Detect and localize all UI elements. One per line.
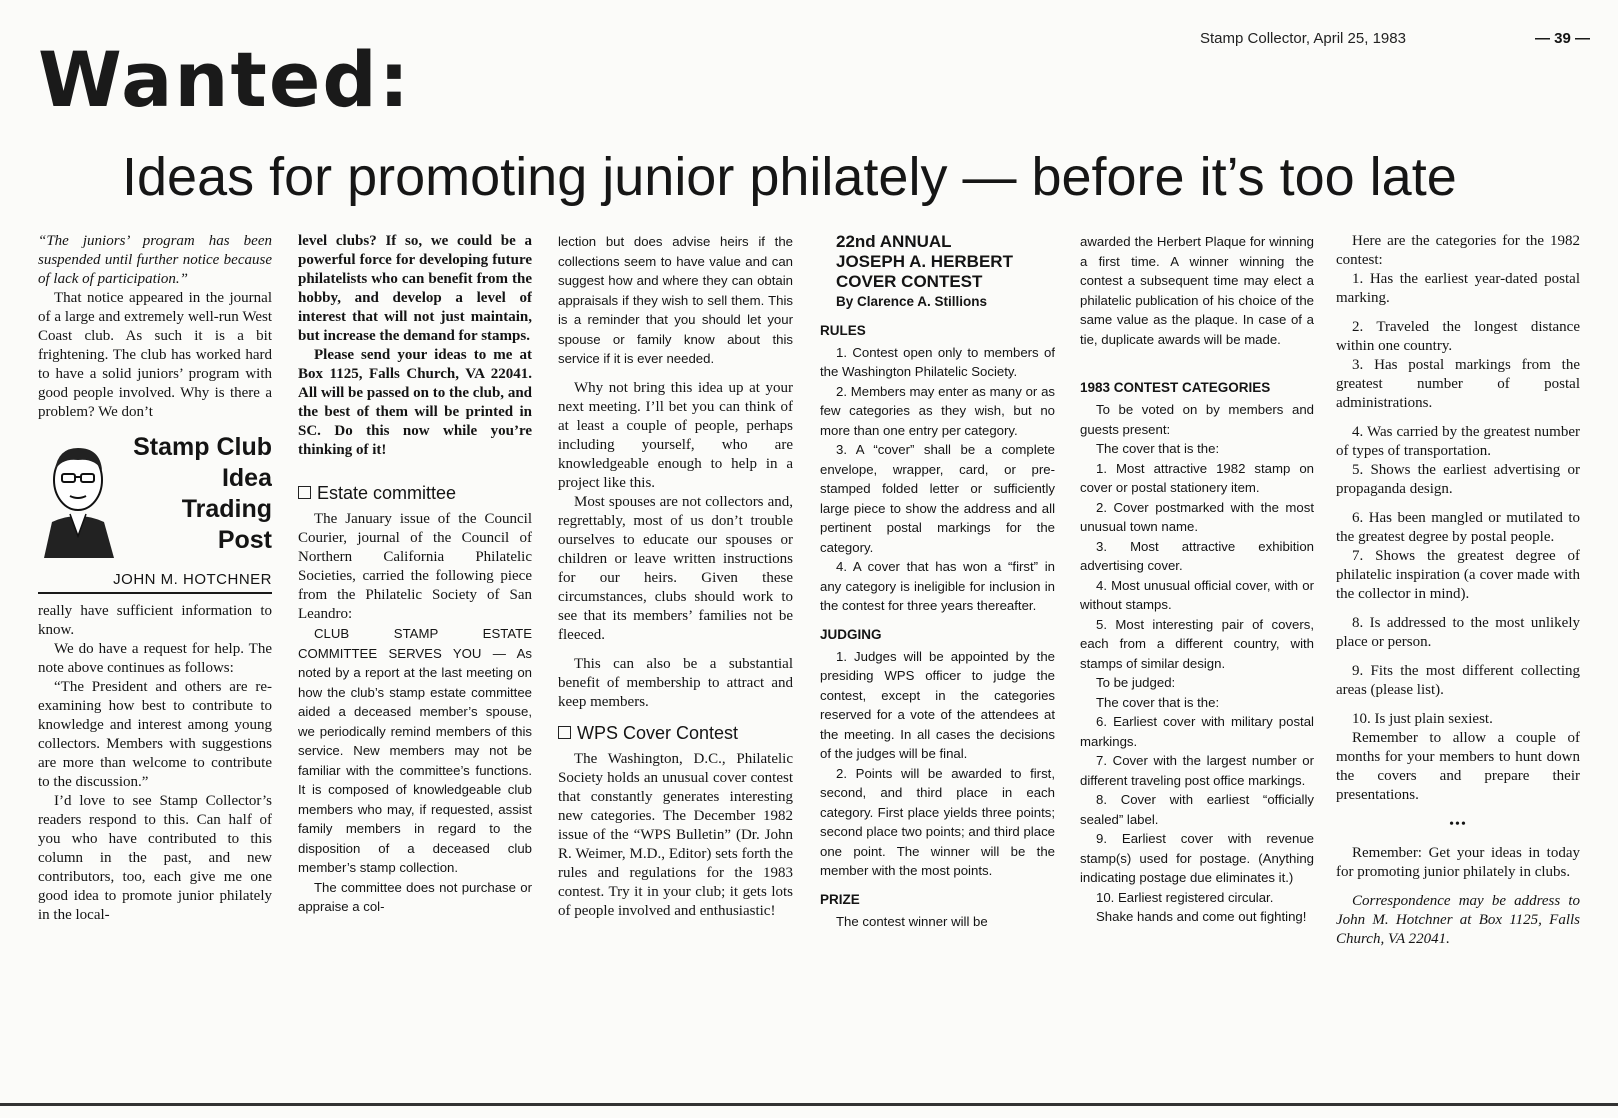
rules-heading: RULES bbox=[820, 322, 866, 338]
byline: By Clarence A. Stillions bbox=[836, 294, 988, 309]
category-item: The cover that is the: bbox=[1096, 694, 1220, 710]
paragraph: The Washington, D.C., Philatelic Society holds an unusual cover contest that constantly generates interesting new categories. The December 1982 issue of the “WPS Bulletin” (Dr. John R. Weimer, M.D., Editor) sets forth the rules and regulations for the 1983 contest. Try it in your club; it gets lots of people involved and enthusiastic! bbox=[558, 750, 793, 919]
prize-item: The contest winner will be bbox=[836, 913, 988, 929]
page-number: — 39 — bbox=[1535, 30, 1591, 47]
category-1982: 1. Has the earliest year-dated postal marking. bbox=[1336, 271, 1580, 306]
publication-line: Stamp Collector, April 25, 1983 bbox=[1200, 30, 1406, 47]
heading-text: WPS Cover Contest bbox=[577, 722, 739, 743]
paragraph: This can also be a substantial benefit of membership to attract and keep members. bbox=[558, 655, 793, 710]
paragraph: lection but does advise heirs if the collections seem to have value and can suggest how and where they can obtain appraisals if they wish to sell them. This is a reminder that you should let your spouse or family know about this service if it is ever needed. bbox=[558, 234, 793, 366]
column-name-line: Stamp Club bbox=[133, 433, 272, 461]
wanted-title: Wanted: bbox=[38, 35, 412, 124]
column-5 bbox=[1080, 232, 1314, 1094]
category-1982: 4. Was carried by the greatest number of types of transportation. bbox=[1336, 424, 1580, 459]
category-1982: 10. Is just plain sexiest. bbox=[1352, 711, 1493, 727]
prize-heading: PRIZE bbox=[820, 891, 860, 907]
column-name bbox=[133, 432, 272, 556]
judging-item: 1. Judges will be appointed by the presiding WPS officer to judge the contest, except in the categories reserved for a vote of the attendees at the meeting. In all cases the decisions of the judges will be final. bbox=[820, 648, 1055, 761]
category-1982: 6. Has been mangled or mutilated to the greatest degree by postal people. bbox=[1336, 510, 1580, 545]
paragraph: The committee does not purchase or appraise a col- bbox=[298, 879, 532, 914]
heading-text: Estate committee bbox=[317, 483, 457, 503]
paragraph: Remember: Get your ideas in today for promoting junior philately in clubs. bbox=[1336, 845, 1580, 880]
rule-item: 1. Contest open only to members of the Washington Philatelic Society. bbox=[820, 344, 1055, 379]
column-3 bbox=[558, 232, 793, 1094]
category-item: 8. Cover with earliest “officially sealed” label. bbox=[1080, 792, 1314, 827]
category-item: 4. Most unusual official cover, with or without stamps. bbox=[1080, 577, 1314, 612]
rule-item: 2. Members may enter as many or as few categories as they wish, but no more than one entry per category. bbox=[820, 383, 1055, 438]
paragraph: Most spouses are not collectors and, regrettably, most of us don’t trouble ourselves to educate our spouses or children or leave written instructions for our heirs. Given these circumstances, clubs should work to see that its members’ families not be fleeced. bbox=[558, 493, 793, 643]
contest-title: JOSEPH A. HERBERT bbox=[836, 252, 1013, 271]
judging-heading: JUDGING bbox=[820, 626, 882, 642]
category-item: To be judged: bbox=[1096, 675, 1176, 690]
headline: Ideas for promoting junior philately — before it’s too late bbox=[122, 147, 1457, 207]
category-item: 7. Cover with the largest number or different traveling post office markings. bbox=[1080, 753, 1314, 788]
category-item: 5. Most interesting pair of covers, each from a different country, with stamps of similar design. bbox=[1080, 616, 1314, 671]
paragraph: I’d love to see Stamp Collector’s readers respond to this. Can half of you who have contributed to this column in the past, and new contributors, too, each give me one good idea to promote junior philately in the local- bbox=[38, 793, 272, 923]
paragraph: Remember to allow a couple of months for your members to hunt down the covers and prepare their presentations. bbox=[1336, 730, 1580, 803]
separator-dots: ••• bbox=[1449, 817, 1467, 832]
contest-title: COVER CONTEST bbox=[836, 272, 983, 291]
rule-item: 3. A “cover” shall be a complete envelope, wrapper, card, or pre-stamped folded letter or sufficiently large piece to show the address and all pertinent postal markings for the category. bbox=[820, 442, 1055, 555]
column-4 bbox=[820, 232, 1055, 1094]
category-1982: 2. Traveled the longest distance within one country. bbox=[1336, 319, 1580, 354]
column-1 bbox=[38, 232, 272, 1094]
category-item: 9. Earliest cover with revenue stamp(s) used for postage. (Anything indicating postage due eliminates it.) bbox=[1080, 831, 1314, 885]
category-item: 10. Earliest registered circular. bbox=[1096, 889, 1274, 905]
paragraph: “The President and others are re-examining how best to contribute to knowledge and interest among young collectors. Members with suggestions are more than welcome to contribute to the discussion.” bbox=[38, 679, 272, 790]
column-6 bbox=[1336, 232, 1580, 1094]
estate-committee-heading bbox=[298, 482, 532, 504]
paragraph: Here are the categories for the 1982 contest: bbox=[1336, 233, 1580, 268]
column-name-line: Trading bbox=[181, 495, 272, 523]
paragraph: Why not bring this idea up at your next meeting. I’ll bet you can think of at least a couple of people, perhaps including yourself, who are knowledgeable enough to help in a project like this. bbox=[558, 379, 793, 491]
rule-item: 4. A cover that has won a “first” in any category is ineligible for inclusion in the contest for three years thereafter. bbox=[820, 559, 1055, 613]
contest-title: 22nd ANNUAL bbox=[836, 232, 952, 251]
paragraph: awarded the Herbert Plaque for winning a first time. A winner winning the contest a subsequent time may elect a philatelic publication of his choice of the same value as the plaque. In case of a tie, duplicate awards will be made. bbox=[1080, 234, 1314, 347]
column-name-line: Post bbox=[217, 526, 272, 554]
paragraph: CLUB STAMP ESTATE COMMITTEE SERVES YOU — As noted by a report at the last meeting on how the club’s stamp estate committee aided a deceased member’s spouse, we periodically remind members of this service. New members may not be familiar with the committee’s functions. It is composed of knowledgeable club members who may, if requested, assist family members in regard to the disposition of a deceased club member’s stamp collection. bbox=[298, 626, 532, 875]
paragraph: We do have a request for help. The note above continues as follows: bbox=[38, 641, 272, 676]
correspondence-note: Correspondence may be address to John M. Hotchner at Box 1125, Falls Church, VA 22041. bbox=[1336, 893, 1580, 947]
checkbox-square-icon bbox=[298, 486, 311, 499]
paragraph: really have sufficient information to know. bbox=[38, 603, 272, 638]
column-logo bbox=[38, 432, 272, 594]
category-1982: 9. Fits the most different collecting areas (please list). bbox=[1336, 663, 1580, 698]
category-item: To be voted on by members and guests present: bbox=[1080, 402, 1314, 437]
paragraph: level clubs? If so, we could be a powerful force for developing future philatelists who can benefit from the hobby, and develop a level of interest that will not just maintain, but increase the demand for stamps. bbox=[298, 233, 532, 344]
category-1982: 5. Shows the earliest advertising or propaganda design. bbox=[1336, 462, 1580, 497]
author-portrait-icon bbox=[38, 440, 120, 558]
category-item: 1. Most attractive 1982 stamp on cover or postal stationery item. bbox=[1080, 460, 1314, 495]
opening-quote: “The juniors’ program has been suspended until further notice because of lack of participation.” bbox=[38, 233, 272, 287]
category-item: Shake hands and come out fighting! bbox=[1096, 909, 1307, 924]
category-item: 2. Cover postmarked with the most unusual town name. bbox=[1080, 499, 1314, 534]
bottom-rule bbox=[0, 1103, 1618, 1106]
category-1982: 3. Has postal markings from the greatest number of postal administrations. bbox=[1336, 357, 1580, 411]
wps-contest-heading bbox=[558, 722, 793, 744]
judging-item: 2. Points will be awarded to first, second, and third place in each category. First place yields three points; second place two points; and third place one point. The winner will be the member with the most points. bbox=[820, 765, 1055, 878]
category-item: The cover that is the: bbox=[1096, 441, 1220, 456]
column-2 bbox=[298, 232, 532, 1094]
column-name-line: Idea bbox=[221, 464, 272, 492]
category-1982: 8. Is addressed to the most unlikely place or person. bbox=[1336, 615, 1580, 650]
category-1982: 7. Shows the greatest degree of philatelic inspiration (a cover made with the collector in mind). bbox=[1336, 548, 1580, 602]
category-item: 6. Earliest cover with military postal markings. bbox=[1080, 714, 1314, 749]
checkbox-square-icon bbox=[558, 726, 571, 739]
categories-heading: 1983 CONTEST CATEGORIES bbox=[1080, 380, 1271, 395]
category-item: 3. Most attractive exhibition advertising cover. bbox=[1080, 538, 1314, 573]
paragraph: Please send your ideas to me at Box 1125, Falls Church, VA 22041. All will be passed on to the club, and the best of them will be printed in SC. Do this now while you’re thinking of it! bbox=[298, 347, 532, 458]
author-signature: JOHN M. HOTCHNER bbox=[113, 571, 272, 588]
paragraph: The January issue of the Council Courier, journal of the Council of Northern California Philatelic Societies, carried the following piece from the Philatelic Society of San Leandro: bbox=[298, 511, 532, 622]
paragraph: That notice appeared in the journal of a large and extremely well-run West Coast club. As such it is a bit frightening. The club has worked hard to have a solid juniors’ program with good people involved. Why is there a problem? We don’t bbox=[38, 290, 272, 420]
